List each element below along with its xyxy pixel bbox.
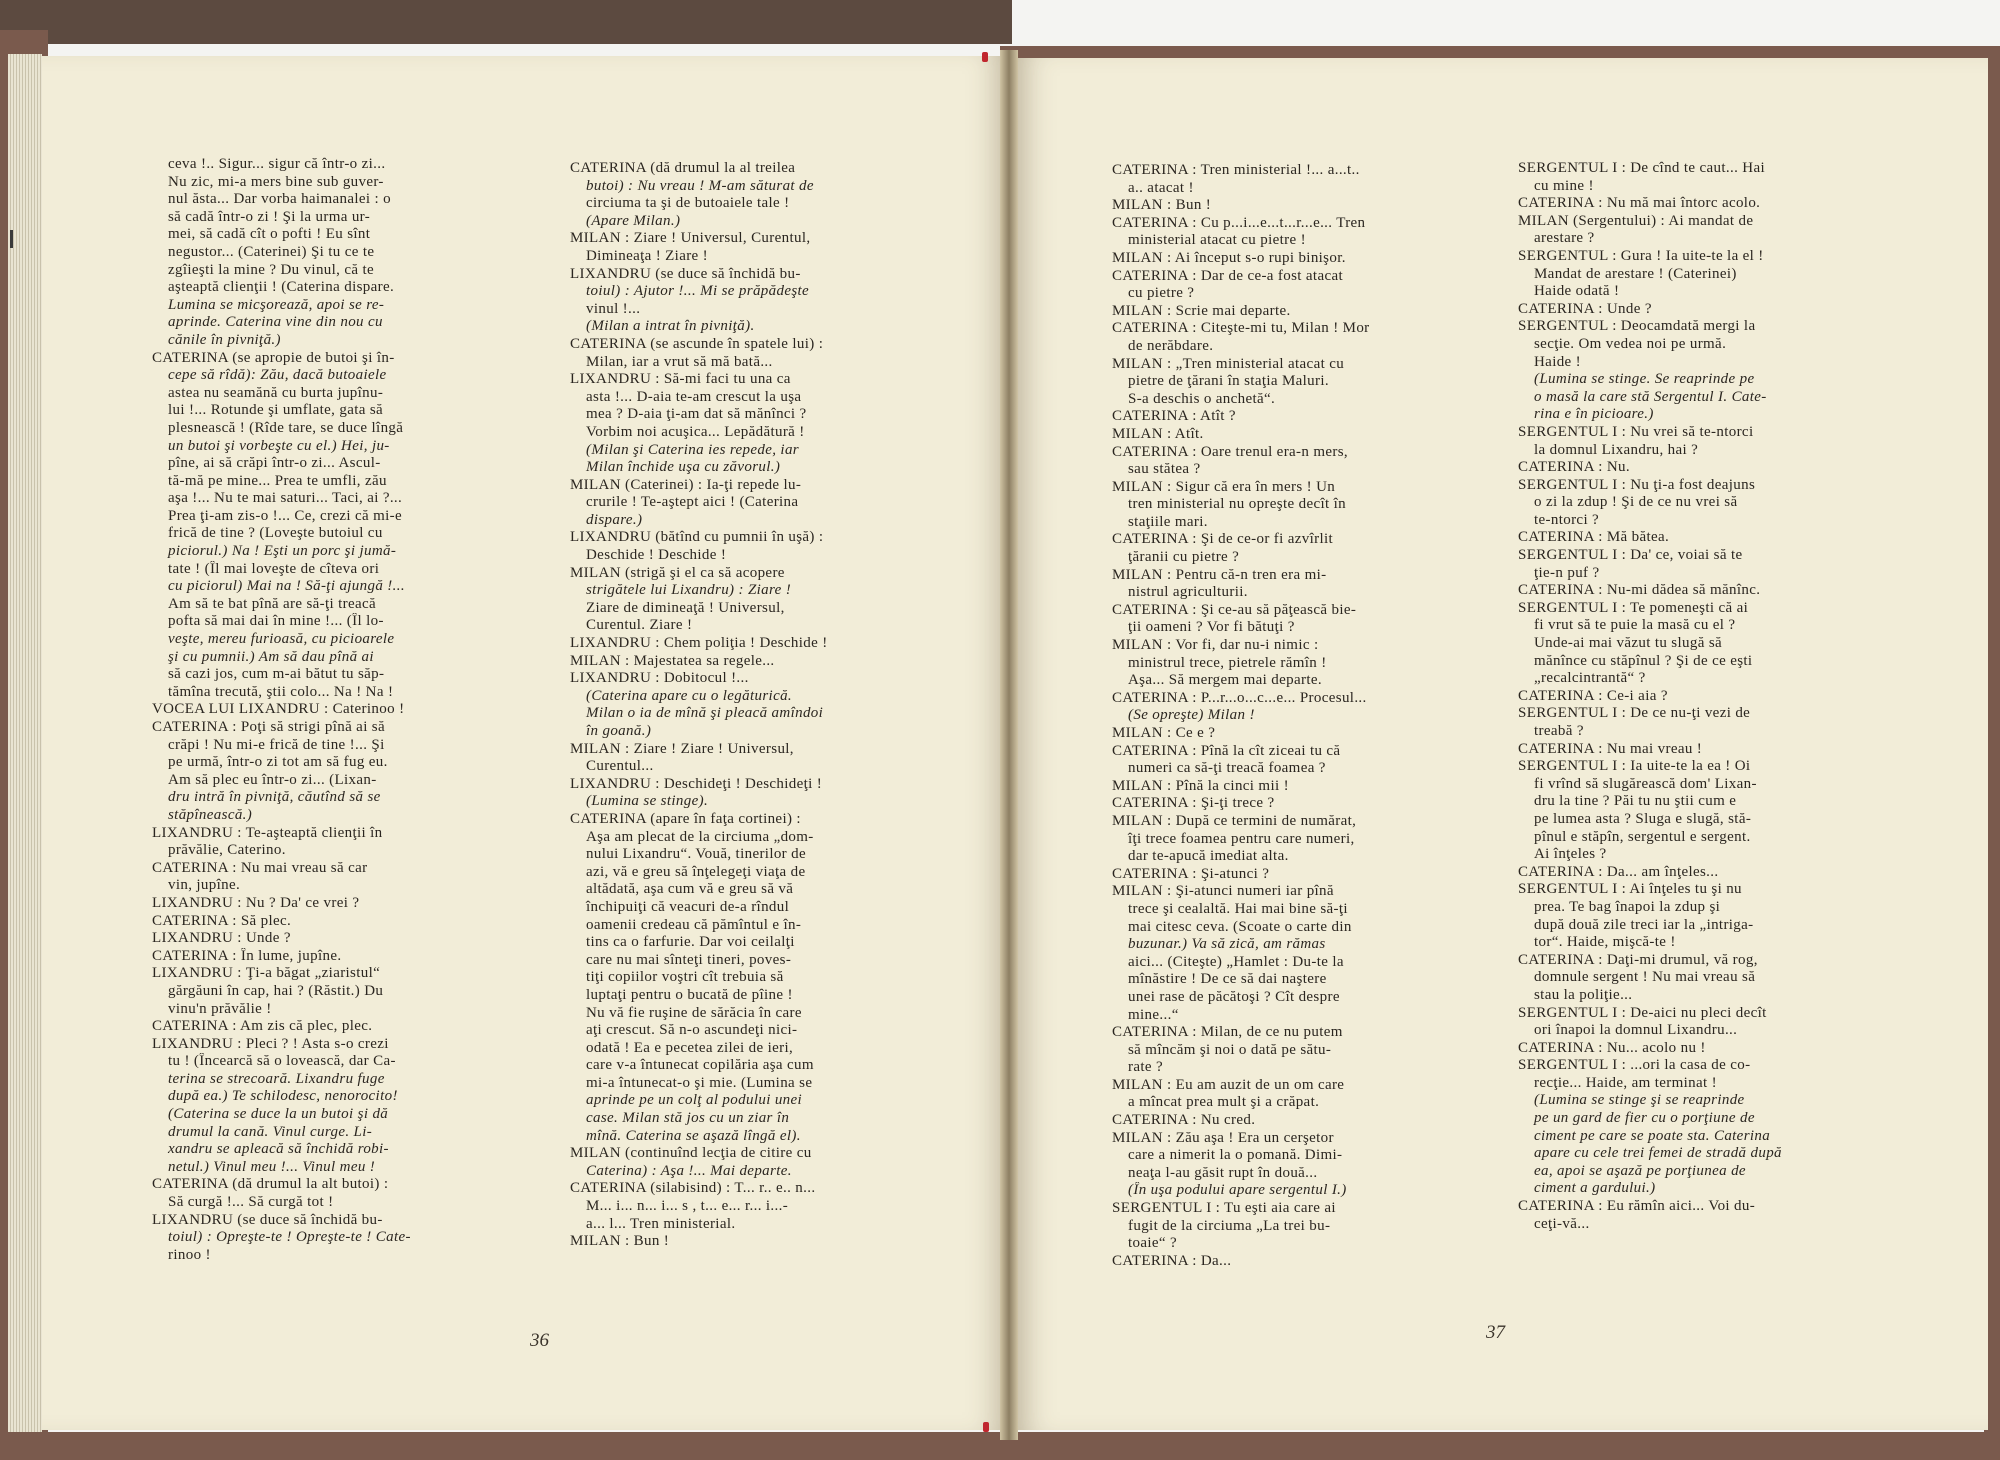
text-line: MILAN : Atît.: [1112, 425, 1204, 442]
text-line: pe urmă, într-o zi tot am să fug eu.: [168, 754, 388, 771]
text-line: ministerial atacat cu pietre !: [1128, 232, 1306, 249]
text-line: LIXANDRU (se duce să închidă bu-: [152, 1211, 383, 1228]
text-line: un butoi şi vorbeşte cu el.) Hei, ju-: [168, 437, 390, 454]
text-line: CATERINA : Şi de ce-or fi azvîrlit: [1112, 531, 1334, 548]
text-line: Prea ţi-am zis-o !... Ce, crezi că mi-e: [168, 507, 402, 524]
column-1: [152, 156, 512, 1264]
text-line: vin, jupîne.: [168, 877, 241, 894]
text-line: MILAN : Ce e ?: [1112, 725, 1216, 741]
text-line: MILAN : Şi-atunci numeri iar pînă: [1112, 883, 1334, 900]
text-line: MILAN : Ziare ! Universul, Curentul,: [570, 230, 811, 247]
text-line: CATERINA : Pînă la cît ziceai tu că: [1112, 742, 1341, 759]
text-line: fugit de la circiuma „La trei bu-: [1128, 1217, 1331, 1234]
text-line: aţi crescut. Să n-o ascundeţi nici-: [586, 1022, 798, 1039]
text-line: cu pietre ?: [1128, 285, 1195, 302]
text-line: să cadă într-o zi ! Şi la urma ur-: [168, 208, 371, 225]
text-line: Să curgă !... Să curgă tot !: [168, 1194, 334, 1211]
text-line: ceva !.. Sigur... sigur că într-o zi...: [168, 156, 386, 172]
text-line: tămîna trecută, ştii colo... Na ! Na !: [168, 683, 394, 700]
text-line: Aşa... Să mergem mai departe.: [1128, 672, 1322, 689]
text-line: dru la tine ? Păi tu nu ştii cum e: [1534, 793, 1737, 810]
text-line: MILAN : Pentru că-n tren era mi-: [1112, 566, 1327, 583]
text-line: CATERINA : Milan, de ce nu putem: [1112, 1024, 1343, 1041]
text-line: şi cu pumnii.) Am să dau pînă ai: [168, 648, 374, 665]
text-line: terina se strecoară. Lixandru fuge: [168, 1070, 385, 1087]
text-line: MILAN (strigă şi el ca să acopere: [570, 564, 785, 581]
book-cover-top-left: [0, 0, 1012, 44]
text-line: case. Milan stă jos cu un ziar în: [586, 1110, 790, 1127]
text-line: Am să te bat pînă are să-ţi treacă: [168, 595, 377, 612]
text-line: CATERINA : Şi ce-au să păţească bie-: [1112, 601, 1357, 618]
text-line: Lumina se micşorează, apoi se re-: [168, 296, 385, 313]
text-line: arestare ?: [1534, 230, 1595, 247]
text-line: Aşa am plecat de la circiuma „dom-: [586, 828, 814, 845]
text-line: ministrul trece, pietrele rămîn !: [1128, 654, 1327, 671]
text-line: azi, vă e greu să înţelegeţi viaţa de: [586, 863, 806, 880]
text-line: CATERINA : Am zis că plec, plec.: [152, 1018, 373, 1035]
page-number-right: 37: [1486, 1322, 1505, 1343]
text-line: LIXANDRU : Pleci ? ! Asta s-o crezi: [152, 1035, 389, 1052]
text-line: LIXANDRU (se duce să închidă bu-: [570, 265, 801, 282]
text-line: MILAN : Vor fi, dar nu-i nimic :: [1112, 637, 1319, 654]
text-line: SERGENTUL : Gura ! Ia uite-te la el !: [1518, 247, 1764, 264]
margin-mark: [10, 230, 13, 248]
text-line: tins ca o farfurie. Dar voi ceilalţi: [586, 934, 795, 951]
text-line: zgîieşti la mine ? Du vinul, că te: [168, 261, 375, 278]
text-line: Nu zic, mi-a mers bine sub guver-: [168, 173, 384, 190]
text-line: ceţi-vă...: [1534, 1215, 1590, 1232]
text-line: vinu'n prăvălie !: [168, 1000, 272, 1017]
text-line: vinul !...: [586, 300, 641, 317]
text-line: pînul e stăpîn, sergentul e sergent.: [1534, 828, 1751, 845]
text-line: CATERINA : Ce-i aia ?: [1518, 687, 1668, 704]
text-line: MILAN (Sergentului) : Ai mandat de: [1518, 212, 1754, 229]
text-line: ori înapoi la domnul Lixandru...: [1534, 1022, 1738, 1039]
text-line: LIXANDRU : Chem poliţia ! Deschide !: [570, 635, 828, 652]
text-line: Curentul...: [586, 758, 654, 775]
text-line: rinoo !: [168, 1246, 211, 1263]
text-line: Curentul. Ziare !: [586, 617, 693, 634]
text-line: (Caterina se duce la un butoi şi dă: [168, 1106, 389, 1123]
text-line: negustor... (Caterinei) Şi tu ce te: [168, 243, 375, 260]
text-line: Nu vă fie ruşine de sărăcia în care: [586, 1004, 802, 1021]
text-line: mine...“: [1128, 1006, 1179, 1023]
text-line: SERGENTUL I : Nu vrei să te-ntorci: [1518, 423, 1754, 440]
text-line: sau stătea ?: [1128, 461, 1201, 478]
text-line: CATERINA : Da... am înţeles...: [1518, 863, 1719, 880]
text-line: ciment pe care se poate sta. Caterina: [1534, 1127, 1771, 1144]
text-line: pietre de ţărani în staţia Maluri.: [1128, 373, 1329, 390]
page-number-left: 36: [530, 1330, 549, 1351]
text-line: CATERINA (apare în faţa cortinei) :: [570, 810, 801, 827]
text-line: SERGENTUL I : De-aici nu pleci decît: [1518, 1004, 1767, 1021]
text-line: CATERINA : Mă bătea.: [1518, 529, 1670, 546]
text-line: stau la poliţie...: [1534, 986, 1633, 1003]
text-line: (Milan a intrat în pivniţă).: [586, 318, 755, 335]
text-line: numeri ca să-ţi treacă foamea ?: [1128, 760, 1326, 777]
text-line: LIXANDRU : Să-mi faci tu una ca: [570, 371, 791, 388]
text-line: toaie“ ?: [1128, 1235, 1178, 1252]
text-line: cu piciorul) Mai na ! Să-ţi ajungă !...: [168, 578, 405, 595]
text-line: piciorul.) Na ! Eşti un porc şi jumă-: [168, 543, 397, 560]
page-edges-left: [8, 54, 42, 1432]
text-line: după două zile treci iar la „intriga-: [1534, 916, 1754, 933]
text-line: CATERINA : Cu p...i...e...t...r...e... Tren: [1112, 214, 1366, 231]
text-line: închipuiţi că veacuri de-a rîndul: [586, 898, 790, 915]
text-line: LIXANDRU (bătînd cu pumnii în uşă) :: [570, 529, 824, 546]
text-line: CATERINA (se ascunde în spatele lui) :: [570, 335, 824, 352]
text-line: te-ntorci ?: [1534, 511, 1600, 528]
text-line: Ai înţeles ?: [1534, 846, 1607, 863]
text-line: LIXANDRU : Deschideţi ! Deschideţi !: [570, 775, 823, 792]
text-line: domnule sergent ! Nu mai vreau să: [1534, 969, 1756, 986]
text-line: mea ? D-aia ţi-am dat să mănînci ?: [586, 406, 807, 423]
text-line: CATERINA : Oare trenul era-n mers,: [1112, 443, 1348, 460]
text-line: Unde-ai mai văzut tu slugă să: [1534, 635, 1723, 652]
text-line: cu mine !: [1534, 177, 1594, 194]
text-line: aşteaptă clienţii ! (Caterina dispare.: [168, 279, 395, 296]
text-line: CATERINA : Eu rămîn aici... Voi du-: [1518, 1198, 1756, 1215]
text-line: Milan o ia de mînă şi pleacă amîndoi: [586, 705, 824, 722]
text-line: MILAN : Ai început s-o rupi binişor.: [1112, 249, 1346, 266]
text-line: fi vrut să te puie la masă cu el ?: [1534, 617, 1736, 634]
text-line: rina e în picioare.): [1534, 406, 1654, 423]
text-line: care v-a întunecat copilăria aşa cum: [586, 1057, 814, 1074]
text-line: aprinde pe un colţ al podului unei: [586, 1092, 803, 1109]
text-line: odată ! Ea e pecetea zilei de ieri,: [586, 1039, 794, 1056]
text-line: MILAN : După ce termini de numărat,: [1112, 812, 1357, 829]
text-line: Deschide ! Deschide !: [586, 547, 727, 564]
text-line: dar te-apucă imediat alta.: [1128, 848, 1289, 865]
text-line: gărgăuni în cap, hai ? (Răstit.) Du: [168, 982, 384, 999]
text-line: MILAN : Majestatea sa regele...: [570, 652, 775, 669]
text-line: Milan închide uşa cu zăvorul.): [586, 459, 781, 476]
text-line: SERGENTUL I : Te pomeneşti că ai: [1518, 599, 1749, 616]
text-line: Milan, iar a vrut să mă bată...: [586, 353, 773, 370]
text-line: nului Lixandru“. Vouă, tinerilor de: [586, 846, 806, 863]
text-line: mi-a întunecat-o şi mie. (Lumina se: [586, 1074, 813, 1091]
text-line: (În uşa podului apare sergentul I.): [1128, 1182, 1347, 1199]
text-line: buzunar.) Va să zică, am rămas: [1128, 936, 1326, 953]
bookmark-thread-top: [982, 52, 988, 62]
text-line: SERGENTUL I : Nu ţi-a fost deajuns: [1518, 476, 1756, 493]
text-line: CATERINA : Citeşte-mi tu, Milan ! Mor: [1112, 320, 1370, 337]
text-line: xandru se apleacă să închidă robi-: [168, 1141, 389, 1158]
text-line: veşte, mereu furioasă, cu picioarele: [168, 631, 395, 648]
text-line: CATERINA : Nu mă mai întorc acolo.: [1518, 195, 1761, 212]
text-line: mănînce cu stăpînul ? Şi de ce eşti: [1534, 652, 1753, 669]
text-line: să cazi jos, cum m-ai bătut tu săp-: [168, 666, 385, 683]
text-line: (Lumina se stinge şi se reaprinde: [1534, 1092, 1745, 1109]
text-line: o zi la zdup ! Şi de ce nu vrei să: [1534, 494, 1738, 511]
text-line: CATERINA : Dar de ce-a fost atacat: [1112, 267, 1343, 284]
text-line: unei rase de păcătoşi ? Cît despre: [1128, 988, 1340, 1005]
text-line: a.. atacat !: [1128, 179, 1194, 196]
text-line: asta !... D-aia te-am crescut la uşa: [586, 388, 802, 405]
column-3: [1112, 162, 1464, 1270]
text-line: trece şi cealaltă. Hai mai bine să-ţi: [1128, 900, 1348, 917]
text-line: CATERINA : În lume, jupîne.: [152, 947, 342, 964]
text-line: pofta să mai dai în mine !... (Îl lo-: [168, 613, 384, 630]
text-line: prăvălie, Caterino.: [168, 842, 286, 859]
text-line: pe un gard de fier cu o porţiune de: [1534, 1110, 1755, 1127]
text-line: ţie-n puf ?: [1534, 564, 1600, 581]
text-line: (Apare Milan.): [586, 212, 681, 229]
text-line: mînăstire ! De ce să dai naştere: [1128, 971, 1327, 988]
text-line: mînă. Caterina se aşază lîngă el).: [586, 1127, 801, 1144]
text-line: mai citesc ceva. (Scoate o carte din: [1128, 918, 1352, 935]
text-line: treabă ?: [1534, 723, 1584, 739]
text-line: secţie. Om vedea noi pe urmă.: [1534, 335, 1727, 352]
text-line: de nerăbdare.: [1128, 337, 1214, 354]
text-line: MILAN : „Tren ministerial atacat cu: [1112, 355, 1345, 372]
text-line: CATERINA : Nu-mi dădea să mănînc.: [1518, 582, 1761, 599]
text-line: să mîncăm şi noi o dată pe sătu-: [1128, 1041, 1332, 1058]
text-line: CATERINA : Şi-atunci ?: [1112, 865, 1270, 882]
text-line: MILAN : Scrie mai departe.: [1112, 302, 1291, 319]
text-line: (Se opreşte) Milan !: [1128, 707, 1255, 724]
text-line: lui !... Rotunde şi umflate, gata să: [168, 402, 384, 419]
text-line: recţie... Haide, am terminat !: [1534, 1074, 1717, 1091]
text-line: prea. Te bag înapoi la zdup şi: [1534, 898, 1721, 915]
text-line: aşa !... Nu te mai saturi... Taci, ai ?...: [168, 490, 403, 507]
text-line: a... l... Tren ministerial.: [586, 1215, 736, 1232]
text-line: strigătele lui Lixandru) : Ziare !: [586, 582, 792, 599]
text-line: ţii oameni ? Vor fi bătuţi ?: [1128, 619, 1295, 636]
text-line: aici... (Citeşte) „Hamlet : Du-te la: [1128, 953, 1344, 970]
text-line: la domnul Lixandru, hai ?: [1534, 441, 1699, 458]
text-line: frică de tine ? (Loveşte butoiul cu: [168, 525, 383, 542]
text-line: CATERINA (dă drumul la alt butoi) :: [152, 1176, 389, 1193]
text-line: toiul) : Ajutor !... Mi se prăpădeşte: [586, 283, 810, 300]
column-4: [1518, 160, 1868, 1233]
text-line: Mandat de arestare ! (Caterinei): [1534, 265, 1737, 282]
text-line: CATERINA : Nu mai vreau să car: [152, 859, 368, 876]
text-line: Vorbim noi acuşica... Lepădătură !: [586, 423, 805, 440]
text-line: ciment a gardului.): [1534, 1180, 1656, 1197]
text-line: (Lumina se stinge).: [586, 793, 709, 810]
text-line: SERGENTUL I : De cînd te caut... Hai: [1518, 160, 1765, 176]
text-line: CATERINA : Să plec.: [152, 912, 292, 929]
text-line: tiţi copiilor voştri cît trebuia să: [586, 969, 784, 986]
text-line: mei, să cadă cît o pofti ! Eu sînt: [168, 226, 371, 243]
text-line: MILAN : Ziare ! Ziare ! Universul,: [570, 740, 794, 757]
text-line: MILAN : Bun !: [570, 1233, 670, 1250]
text-line: tren ministerial nu opreşte decît în: [1128, 496, 1346, 513]
text-line: Haide !: [1534, 353, 1582, 370]
text-line: cănile în pivniţă.): [168, 331, 281, 348]
text-line: aprinde. Caterina vine din nou cu: [168, 314, 383, 331]
text-line: circiuma ta şi de butoaiele tale !: [586, 195, 790, 212]
text-line: CATERINA : Poţi să strigi pînă ai să: [152, 719, 386, 735]
text-line: (Milan şi Caterina ies repede, iar: [586, 441, 799, 458]
text-line: CATERINA : Da...: [1112, 1252, 1232, 1269]
text-line: CATERINA : Nu cred.: [1112, 1112, 1256, 1129]
text-line: neaţa l-au găsit rupt în două...: [1128, 1164, 1318, 1181]
text-line: (Lumina se stinge. Se reaprinde pe: [1534, 371, 1755, 388]
text-line: LIXANDRU : Nu ? Da' ce vrei ?: [152, 894, 360, 911]
text-line: tu ! (Încearcă să o lovească, dar Ca-: [168, 1053, 396, 1070]
text-line: crăpi ! Nu mi-e frică de tine !... Şi: [168, 736, 385, 753]
text-line: SERGENTUL I : Da' ce, voiai să te: [1518, 547, 1743, 564]
book-gutter: [1000, 50, 1018, 1440]
text-line: MILAN (continuînd lecţia de citire cu: [570, 1145, 812, 1162]
text-line: SERGENTUL I : De ce nu-ţi vezi de: [1518, 705, 1751, 722]
text-line: MILAN : Sigur că era în mers ! Un: [1112, 478, 1336, 495]
text-line: CATERINA : Atît ?: [1112, 408, 1236, 425]
text-line: plesnească ! (Rîde tare, se duce lîngă: [168, 419, 404, 436]
text-line: CATERINA (silabisind) : T... r.. e.. n...: [570, 1180, 816, 1197]
text-line: rate ?: [1128, 1059, 1163, 1076]
text-line: ţăranii cu pietre ?: [1128, 549, 1240, 566]
text-line: M... i... n... i... s , t... e... r... i...-: [586, 1198, 789, 1215]
text-line: CATERINA : Nu... acolo nu !: [1518, 1039, 1706, 1056]
text-line: Caterina) : Aşa !... Mai departe.: [586, 1162, 792, 1179]
text-line: LIXANDRU : Unde ?: [152, 930, 291, 947]
text-line: apare cu cele trei femei de stradă după: [1534, 1145, 1782, 1162]
text-line: staţiile mari.: [1128, 513, 1208, 530]
text-line: pe lumea asta ? Sluga e slugă, stă-: [1534, 810, 1752, 827]
text-line: îţi trece foamea pentru care numeri,: [1128, 830, 1355, 847]
text-line: LIXANDRU : Te-aşteaptă clienţii în: [152, 824, 383, 841]
text-line: Am să plec eu într-o zi... (Lixan-: [168, 771, 377, 788]
text-line: tor“. Haide, mişcă-te !: [1534, 934, 1676, 951]
text-line: altădată, aşa cum vă e greu să vă: [586, 881, 794, 898]
text-line: nistrul agriculturii.: [1128, 584, 1248, 601]
text-line: tă-mă pe mine... Prea te umfli, zău: [168, 472, 387, 489]
text-line: dru intră în pivniţă, căutînd să se: [168, 789, 381, 806]
text-line: drumul la cană. Vinul curge. Li-: [168, 1123, 373, 1140]
text-line: a mîncat prea mult şi a crăpat.: [1128, 1094, 1320, 1111]
text-line: Ziare de dimineaţă ! Universul,: [586, 599, 785, 616]
text-line: stăpînească.): [168, 806, 253, 823]
text-line: VOCEA LUI LIXANDRU : Caterinoo !: [152, 701, 405, 718]
text-line: „recalcintrantă“ ?: [1534, 670, 1646, 687]
text-line: butoi) : Nu vreau ! M-am săturat de: [586, 177, 814, 194]
text-line: CATERINA (se apropie de butoi şi în-: [152, 349, 395, 366]
text-line: după ea.) Te schilodesc, nenorocito!: [168, 1088, 398, 1105]
bookmark-thread-bottom: [983, 1422, 989, 1432]
text-line: în goană.): [586, 723, 652, 739]
text-line: (Caterina apare cu o legăturică.: [586, 687, 793, 704]
text-line: oamenii credeau că pămîntul e în-: [586, 916, 802, 933]
text-line: netul.) Vinul meu !... Vinul meu !: [168, 1158, 376, 1175]
text-line: Haide odată !: [1534, 283, 1620, 300]
text-line: SERGENTUL I : Ai înţeles tu şi nu: [1518, 881, 1742, 898]
text-line: MILAN : Eu am auzit de un om care: [1112, 1076, 1345, 1093]
text-line: SERGENTUL I : Tu eşti aia care ai: [1112, 1200, 1336, 1217]
text-line: MILAN (Caterinei) : Ia-ţi repede lu-: [570, 476, 802, 493]
text-line: o masă la care stă Sergentul I. Cate-: [1534, 388, 1767, 405]
text-line: care nu mai sînteţi tineri, poves-: [586, 951, 792, 968]
text-line: fi vrînd să slugărească dom' Lixan-: [1534, 775, 1757, 792]
text-line: care a nimerit la o pomană. Dimi-: [1128, 1147, 1343, 1164]
column-2: [570, 160, 920, 1251]
text-line: toiul) : Opreşte-te ! Opreşte-te ! Cate-: [168, 1229, 411, 1246]
text-line: nul ăsta... Dar vorba haimanalei : o: [168, 191, 391, 208]
text-line: dispare.): [586, 511, 643, 528]
text-line: CATERINA : Unde ?: [1518, 300, 1652, 317]
text-line: LIXANDRU : Dobitocul !...: [570, 670, 749, 687]
text-line: CATERINA : Daţi-mi drumul, vă rog,: [1518, 951, 1758, 968]
text-line: crurile ! Te-aştept aici ! (Caterina: [586, 494, 799, 511]
text-line: cepe să rîdă): Zău, dacă butoaiele: [168, 367, 387, 384]
text-line: luptaţi pentru o bucată de pîine !: [586, 986, 793, 1003]
text-line: CATERINA : Nu.: [1518, 459, 1630, 476]
text-line: LIXANDRU : Ţi-a băgat „ziaristul“: [152, 965, 381, 982]
text-line: CATERINA : Şi-ţi trece ?: [1112, 795, 1275, 812]
text-line: CATERINA : Tren ministerial !... a...t..: [1112, 162, 1360, 178]
text-line: MILAN : Pînă la cinci mii !: [1112, 777, 1289, 794]
text-line: CATERINA : Nu mai vreau !: [1518, 740, 1703, 757]
text-line: astea nu seamănă cu burta jupînu-: [168, 384, 384, 401]
text-line: ea, apoi se aşază pe porţiunea de: [1534, 1162, 1746, 1179]
text-line: Dimineaţa ! Ziare !: [586, 247, 709, 264]
text-line: MILAN : Zău aşa ! Era un cerşetor: [1112, 1129, 1334, 1146]
text-line: tate ! (Îl mai loveşte de cîteva ori: [168, 560, 380, 577]
text-line: S-a deschis o anchetă“.: [1128, 390, 1276, 407]
text-line: CATERINA : P...r...o...c...e... Procesul...: [1112, 689, 1367, 706]
text-line: pîne, ai să crăpi într-o zi... Ascul-: [168, 455, 381, 472]
text-line: SERGENTUL I : ...ori la casa de co-: [1518, 1057, 1751, 1074]
text-line: MILAN : Bun !: [1112, 197, 1212, 214]
text-line: SERGENTUL : Deocamdată mergi la: [1518, 318, 1756, 335]
text-line: CATERINA (dă drumul la al treilea: [570, 160, 796, 176]
text-line: SERGENTUL I : Ia uite-te la ea ! Oi: [1518, 758, 1751, 775]
